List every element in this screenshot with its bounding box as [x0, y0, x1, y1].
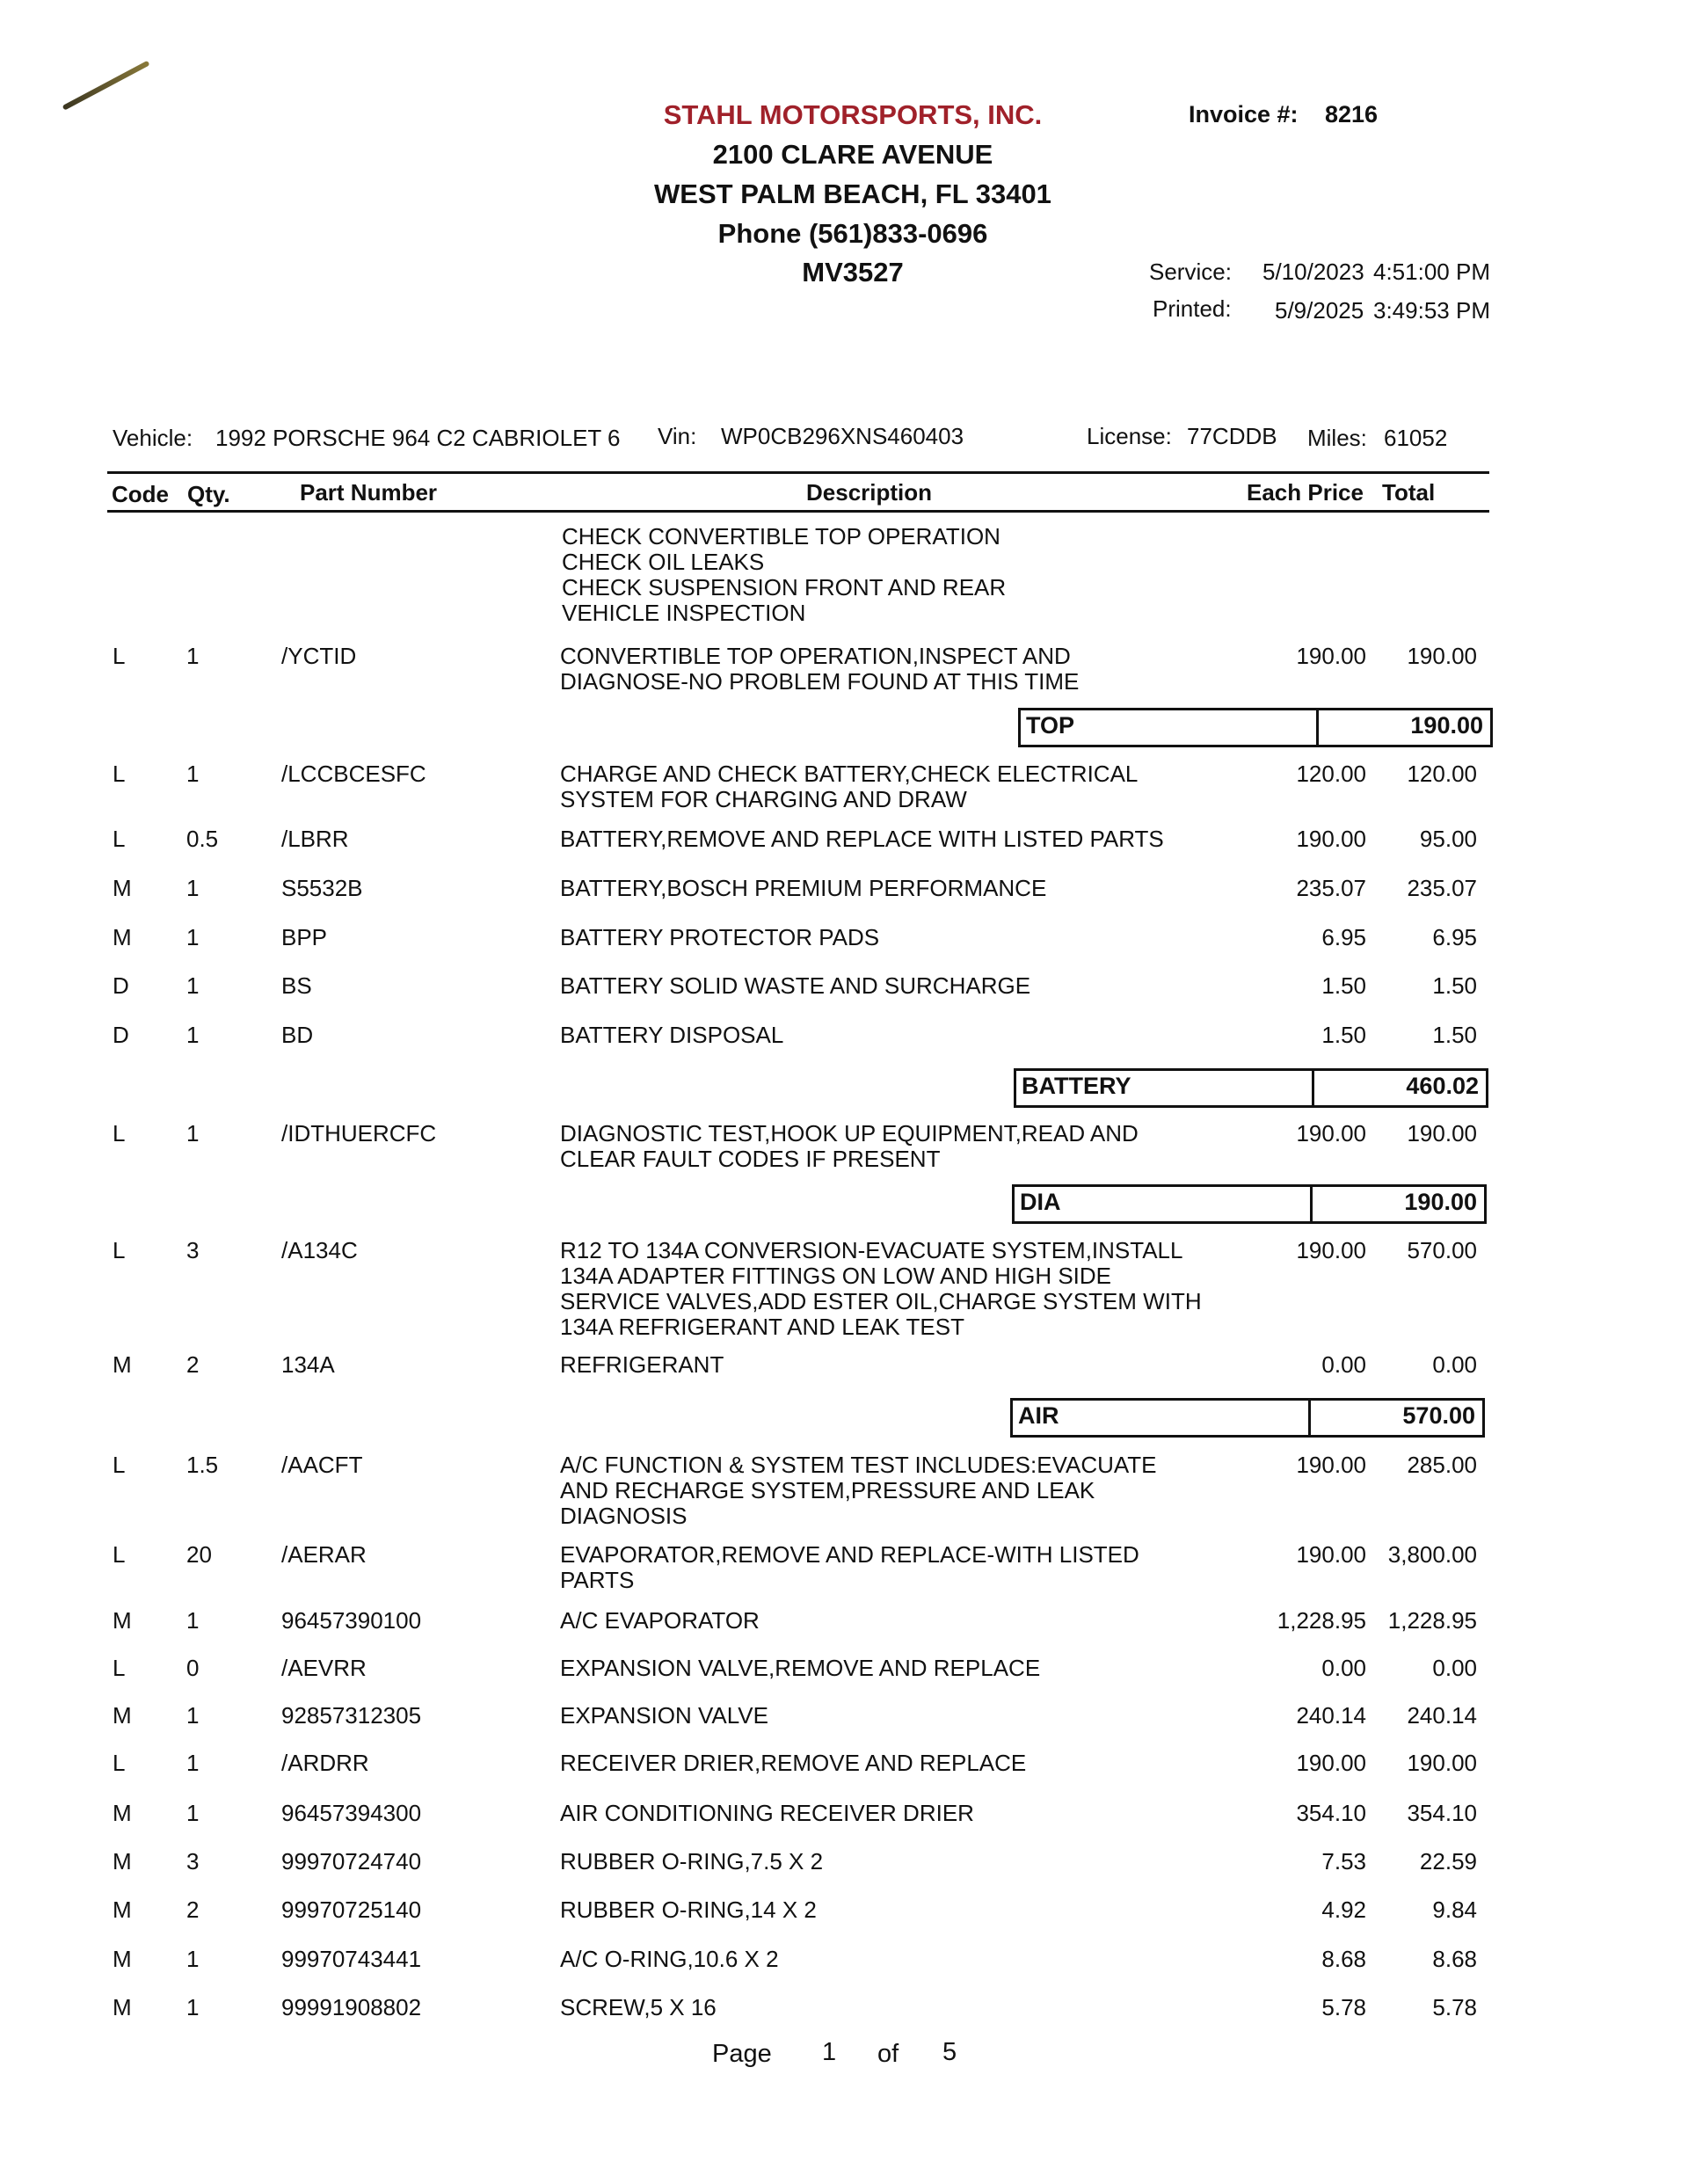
row-qty: 1 [186, 1800, 200, 1826]
row-each-price: 0.00 [1321, 1351, 1366, 1378]
row-code: M [113, 1702, 132, 1729]
row-each-price: 0.00 [1321, 1655, 1366, 1681]
page-number: 1 [822, 2038, 837, 2066]
concern-item: VEHICLE INSPECTION [562, 600, 806, 626]
row-each-price: 240.14 [1296, 1702, 1366, 1729]
row-each-price: 190.00 [1296, 826, 1366, 852]
row-code: L [113, 1541, 126, 1568]
row-total: 240.14 [1407, 1702, 1477, 1729]
row-qty: 3 [186, 1848, 200, 1875]
row-qty: 3 [186, 1237, 200, 1263]
row-code: L [113, 761, 126, 787]
row-description: BATTERY PROTECTOR PADS [560, 924, 880, 950]
subtotal-label: TOP [1026, 712, 1075, 739]
service-date: 5/10/2023 [1262, 258, 1364, 285]
row-total: 3,800.00 [1387, 1541, 1477, 1568]
row-total: 0.00 [1432, 1655, 1477, 1681]
row-qty: 1 [186, 761, 200, 787]
col-part-number: Part Number [300, 479, 438, 506]
row-qty: 1 [186, 1607, 200, 1634]
row-total: 570.00 [1407, 1237, 1477, 1263]
subtotal-amount: 460.02 [1406, 1073, 1479, 1099]
concern-item: CHECK CONVERTIBLE TOP OPERATION [562, 523, 1000, 550]
row-each-price: 190.00 [1296, 1541, 1366, 1568]
subtotal-box-air [1010, 1398, 1485, 1438]
row-each-price: 235.07 [1296, 875, 1366, 901]
col-description: Description [806, 479, 933, 506]
row-part-number: 99970724740 [281, 1848, 422, 1875]
row-each-price: 4.92 [1321, 1896, 1366, 1923]
row-description: AIR CONDITIONING RECEIVER DRIER [560, 1800, 974, 1826]
row-total: 1.50 [1432, 972, 1477, 999]
row-code: M [113, 1994, 132, 2020]
service-label: Service: [1149, 258, 1232, 285]
row-qty: 1.5 [186, 1452, 219, 1478]
subtotal-amount: 190.00 [1410, 712, 1483, 739]
subtotal-label: DIA [1020, 1189, 1061, 1215]
row-code: M [113, 924, 132, 950]
subtotal-label: AIR [1018, 1402, 1059, 1429]
row-qty: 2 [186, 1351, 200, 1378]
row-description: EVAPORATOR,REMOVE AND REPLACE-WITH LISTED PARTS [560, 1541, 1139, 1593]
row-qty: 1 [186, 1022, 200, 1048]
row-code: L [113, 1237, 126, 1263]
row-part-number: /AERAR [281, 1541, 367, 1568]
row-description: R12 TO 134A CONVERSION-EVACUATE SYSTEM,INSTALL 134A ADAPTER FITTINGS ON LOW AND HIGH SIDE SERVICE VALVES,ADD ESTER OIL,CHARGE SYSTEM WITH 134A REFRIGERANT AND LEAK TEST [560, 1237, 1202, 1340]
row-description: REFRIGERANT [560, 1351, 724, 1378]
miles-label: Miles: [1307, 425, 1367, 451]
row-part-number: /AACFT [281, 1452, 363, 1478]
row-part-number: 99970725140 [281, 1896, 422, 1923]
invoice-label: Invoice #: [1189, 101, 1299, 127]
row-code: L [113, 1655, 126, 1681]
row-code: L [113, 1120, 126, 1147]
row-code: L [113, 643, 126, 669]
row-total: 1,228.95 [1387, 1607, 1477, 1634]
concern-item: CHECK OIL LEAKS [562, 549, 765, 575]
row-qty: 1 [186, 643, 200, 669]
row-total: 1.50 [1432, 1022, 1477, 1048]
row-each-price: 1.50 [1321, 972, 1366, 999]
row-total: 8.68 [1432, 1946, 1477, 1972]
row-description: CONVERTIBLE TOP OPERATION,INSPECT AND DIAGNOSE-NO PROBLEM FOUND AT THIS TIME [560, 643, 1080, 695]
row-part-number: /LBRR [281, 826, 349, 852]
row-qty: 1 [186, 1994, 200, 2020]
row-description: DIAGNOSTIC TEST,HOOK UP EQUIPMENT,READ AND CLEAR FAULT CODES IF PRESENT [560, 1120, 1139, 1172]
vehicle-label: Vehicle: [113, 425, 193, 451]
row-qty: 2 [186, 1896, 200, 1923]
subtotal-box-top [1018, 708, 1493, 747]
row-total: 190.00 [1407, 1750, 1477, 1776]
row-qty: 0 [186, 1655, 200, 1681]
row-total: 285.00 [1407, 1452, 1477, 1478]
row-part-number: 92857312305 [281, 1702, 422, 1729]
row-total: 95.00 [1419, 826, 1477, 852]
printed-date: 5/9/2025 [1275, 297, 1364, 324]
row-part-number: /A134C [281, 1237, 358, 1263]
row-part-number: /ARDRR [281, 1750, 369, 1776]
row-each-price: 190.00 [1296, 1452, 1366, 1478]
vin-value: WP0CB296XNS460403 [721, 423, 964, 449]
concern-item: CHECK SUSPENSION FRONT AND REAR [562, 574, 1007, 601]
row-code: M [113, 1607, 132, 1634]
mv-number: MV3527 [802, 257, 904, 288]
row-each-price: 7.53 [1321, 1848, 1366, 1875]
row-total: 354.10 [1407, 1800, 1477, 1826]
row-total: 6.95 [1432, 924, 1477, 950]
row-each-price: 190.00 [1296, 1120, 1366, 1147]
row-part-number: BS [281, 972, 312, 999]
row-description: RUBBER O-RING,7.5 X 2 [560, 1848, 824, 1875]
row-code: L [113, 826, 126, 852]
row-qty: 1 [186, 1702, 200, 1729]
row-part-number: 96457390100 [281, 1607, 422, 1634]
subtotal-box-battery [1014, 1068, 1488, 1108]
invoice-number: 8216 [1325, 101, 1379, 127]
row-description: BATTERY DISPOSAL [560, 1022, 784, 1048]
license-label: License: [1087, 423, 1172, 449]
row-part-number: 99970743441 [281, 1946, 422, 1972]
vin-label: Vin: [658, 423, 697, 449]
row-each-price: 190.00 [1296, 643, 1366, 669]
row-qty: 1 [186, 875, 200, 901]
company-name: STAHL MOTORSPORTS, INC. [663, 99, 1043, 130]
page-of-label: of [877, 2040, 899, 2068]
row-each-price: 354.10 [1296, 1800, 1366, 1826]
page-total: 5 [942, 2038, 957, 2066]
subtotal-label: BATTERY [1022, 1073, 1131, 1099]
col-each-price: Each Price [1247, 479, 1364, 506]
row-qty: 1 [186, 1946, 200, 1972]
col-total: Total [1382, 479, 1436, 506]
printed-time: 3:49:53 PM [1373, 297, 1490, 324]
row-description: SCREW,5 X 16 [560, 1994, 717, 2020]
row-part-number: /AEVRR [281, 1655, 367, 1681]
row-each-price: 1.50 [1321, 1022, 1366, 1048]
row-qty: 1 [186, 1750, 200, 1776]
concerns-list [562, 524, 1006, 626]
row-part-number: BD [281, 1022, 314, 1048]
row-description: EXPANSION VALVE [560, 1702, 768, 1729]
row-description: BATTERY,BOSCH PREMIUM PERFORMANCE [560, 875, 1047, 901]
row-part-number: /LCCBCESFC [281, 761, 426, 787]
page-label: Page [712, 2040, 772, 2068]
row-part-number: /YCTID [281, 643, 357, 669]
row-each-price: 120.00 [1296, 761, 1366, 787]
row-description: A/C O-RING,10.6 X 2 [560, 1946, 779, 1972]
row-description: BATTERY SOLID WASTE AND SURCHARGE [560, 972, 1031, 999]
company-address: 2100 CLARE AVENUE [712, 139, 993, 170]
table-header-rule [107, 510, 1489, 513]
row-total: 0.00 [1432, 1351, 1477, 1378]
miles-value: 61052 [1384, 425, 1448, 451]
row-description: CHARGE AND CHECK BATTERY,CHECK ELECTRICAL SYSTEM FOR CHARGING AND DRAW [560, 761, 1139, 812]
row-code: M [113, 1848, 132, 1875]
row-total: 5.78 [1432, 1994, 1477, 2020]
row-qty: 1 [186, 924, 200, 950]
row-total: 9.84 [1432, 1896, 1477, 1923]
row-each-price: 1,228.95 [1277, 1607, 1366, 1634]
row-total: 235.07 [1407, 875, 1477, 901]
license-value: 77CDDB [1187, 423, 1277, 449]
subtotal-amount: 190.00 [1404, 1189, 1477, 1215]
row-description: RUBBER O-RING,14 X 2 [560, 1896, 817, 1923]
row-description: A/C EVAPORATOR [560, 1607, 760, 1634]
row-description: RECEIVER DRIER,REMOVE AND REPLACE [560, 1750, 1027, 1776]
row-code: M [113, 1351, 132, 1378]
vehicle-value: 1992 PORSCHE 964 C2 CABRIOLET 6 [215, 425, 621, 451]
col-qty: Qty. [187, 481, 230, 507]
row-code: M [113, 1896, 132, 1923]
row-total: 190.00 [1407, 1120, 1477, 1147]
row-qty: 1 [186, 1120, 200, 1147]
row-description: EXPANSION VALVE,REMOVE AND REPLACE [560, 1655, 1041, 1681]
row-each-price: 190.00 [1296, 1750, 1366, 1776]
row-description: BATTERY,REMOVE AND REPLACE WITH LISTED PARTS [560, 826, 1164, 852]
subtotal-box-dia [1012, 1184, 1487, 1224]
row-total: 190.00 [1407, 643, 1477, 669]
row-qty: 20 [186, 1541, 212, 1568]
printed-label: Printed: [1153, 295, 1232, 322]
row-each-price: 6.95 [1321, 924, 1366, 950]
row-part-number: 134A [281, 1351, 335, 1378]
row-qty: 0.5 [186, 826, 219, 852]
company-city: WEST PALM BEACH, FL 33401 [654, 178, 1051, 209]
row-part-number: S5532B [281, 875, 363, 901]
row-code: M [113, 1800, 132, 1826]
row-part-number: 96457394300 [281, 1800, 422, 1826]
row-part-number: 99991908802 [281, 1994, 422, 2020]
company-phone: Phone (561)833-0696 [717, 218, 988, 249]
service-time: 4:51:00 PM [1373, 258, 1490, 285]
row-code: L [113, 1750, 126, 1776]
row-part-number: /IDTHUERCFC [281, 1120, 437, 1147]
row-description: A/C FUNCTION & SYSTEM TEST INCLUDES:EVACUATE AND RECHARGE SYSTEM,PRESSURE AND LEAK DIAGNOSIS [560, 1452, 1157, 1529]
row-code: M [113, 875, 132, 901]
row-part-number: BPP [281, 924, 328, 950]
row-total: 120.00 [1407, 761, 1477, 787]
row-code: D [113, 1022, 129, 1048]
row-each-price: 8.68 [1321, 1946, 1366, 1972]
col-code: Code [112, 481, 169, 507]
row-qty: 1 [186, 972, 200, 999]
row-code: D [113, 972, 129, 999]
subtotal-amount: 570.00 [1402, 1402, 1475, 1429]
row-code: M [113, 1946, 132, 1972]
table-top-rule [107, 471, 1489, 474]
row-total: 22.59 [1419, 1848, 1477, 1875]
row-each-price: 5.78 [1321, 1994, 1366, 2020]
row-code: L [113, 1452, 126, 1478]
row-each-price: 190.00 [1296, 1237, 1366, 1263]
